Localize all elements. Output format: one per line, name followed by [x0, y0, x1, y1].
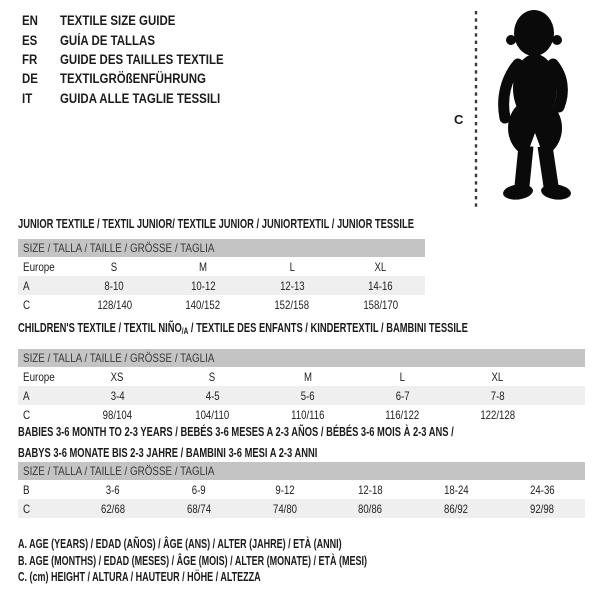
size-cell: 68/74 — [186, 501, 211, 516]
size-cell: 24-36 — [529, 482, 555, 497]
language-name: GUIDA ALLE TAGLIE TESSILI — [60, 90, 221, 106]
size-cell: 92/98 — [530, 501, 555, 516]
size-cell: 152/158 — [274, 297, 310, 312]
row-label: Europe — [23, 369, 55, 384]
size-cell: M — [303, 369, 312, 384]
size-cell: S — [111, 259, 118, 274]
table-row-europe — [18, 367, 585, 386]
language-code: FR — [22, 51, 38, 67]
size-cell: 110/116 — [290, 407, 325, 422]
language-row — [22, 69, 253, 88]
size-cell: 6-7 — [395, 388, 410, 403]
size-cell: 62/68 — [100, 501, 125, 516]
size-cell: 7-8 — [490, 388, 505, 403]
footnote-c: C. (cm) HEIGHT / ALTURA / HAUTEUR / HÖHE / ALTEZZA — [18, 570, 261, 584]
size-cell: 74/80 — [272, 501, 297, 516]
subscript-label: /A — [181, 326, 189, 336]
section-title-junior: JUNIOR TEXTILE / TEXTIL JUNIOR/ TEXTILE JUNIOR / JUNIORTEXTIL / JUNIOR TESSILE — [18, 216, 414, 231]
footnote-a: A. AGE (YEARS) / EDAD (AÑOS) / ÂGE (ANS) / ALTER (JAHRE) / ETÀ (ANNI) — [18, 537, 342, 551]
language-row — [22, 11, 253, 30]
row-label: C — [23, 407, 31, 422]
row-label: B — [23, 482, 30, 497]
section-title-children: CHILDREN'S TEXTILE / TEXTIL $NIÑO_{/A}$ / TEXTILE DES ENFANTS / KINDERTEXTIL / BAMBINI TESSILE — [18, 320, 468, 336]
size-cell: 12-13 — [279, 278, 305, 293]
size-cell: 86/92 — [444, 501, 469, 516]
row-label: A — [23, 388, 30, 403]
size-cell: L — [399, 369, 406, 384]
title-line-1: BABIES 3-6 MONTH TO 2-3 YEARS / BEBÉS 3-6 MESES A 2-3 AÑOS / BÉBÉS 3-6 MOIS À 2-3 ANS / — [18, 424, 454, 439]
section-title-babies — [18, 422, 600, 463]
language-name: TEXTILGRÖßENFÜHRUNG — [60, 71, 206, 87]
size-cell: 80/86 — [358, 501, 383, 516]
language-header-block — [22, 11, 253, 108]
size-cell: 104/110 — [195, 407, 230, 422]
size-cell: XS — [111, 369, 124, 384]
table-row-age-months — [18, 480, 585, 499]
size-cell: 3-4 — [110, 388, 125, 403]
size-cell: 116/122 — [385, 407, 420, 422]
footnote-legend — [18, 536, 503, 586]
language-name: GUÍA DE TALLAS — [60, 32, 155, 48]
size-cell: 4-5 — [205, 388, 220, 403]
language-row — [22, 89, 253, 108]
row-label: Europe — [23, 259, 55, 274]
language-code: EN — [22, 13, 38, 29]
table-header-band: SIZE / TALLA / TAILLE / GRÖSSE / TAGLIA — [18, 349, 585, 367]
table-row-age — [18, 276, 425, 295]
table-row-age — [18, 386, 585, 405]
table-row-europe — [18, 257, 425, 276]
size-cell: 12-18 — [358, 482, 383, 497]
footnote-b: B. AGE (MONTHS) / EDAD (MESES) / ÂGE (MOIS) / ALTER (MONATE) / ETÀ (MESI) — [18, 553, 367, 568]
size-cell: 128/140 — [97, 297, 132, 312]
size-cell: 8-10 — [104, 278, 124, 293]
baby-silhouette-icon — [502, 10, 572, 201]
table-row-height — [18, 295, 425, 314]
size-cell: 98/104 — [102, 407, 133, 422]
title-line-2: BABYS 3-6 MONATE BIS 2-3 JAHRE / BAMBINI 3-6 MESI A 2-3 ANNI — [18, 444, 318, 460]
row-label: C — [23, 297, 31, 312]
size-cell: 140/152 — [185, 297, 221, 312]
size-cell: 6-9 — [191, 482, 206, 497]
figure-graphic — [450, 4, 590, 212]
size-cell: 18-24 — [443, 482, 469, 497]
height-label: C — [454, 112, 464, 127]
size-cell: XL — [491, 369, 504, 384]
size-cell: M — [199, 259, 208, 274]
size-cell: XL — [374, 259, 387, 274]
table-row-height — [18, 499, 585, 518]
language-code: ES — [22, 32, 38, 48]
size-table-junior — [18, 239, 425, 314]
row-label: C — [23, 501, 31, 516]
size-cell: 158/170 — [363, 297, 398, 312]
language-name: TEXTILE SIZE GUIDE — [60, 13, 176, 29]
size-cell: 14-16 — [368, 278, 393, 293]
size-table-children — [18, 349, 585, 424]
size-cell: 3-6 — [105, 482, 120, 497]
size-table-babies — [18, 462, 585, 518]
size-cell: 5-6 — [300, 388, 315, 403]
size-cell: 9-12 — [274, 482, 295, 497]
language-name: GUIDE DES TAILLES TEXTILE — [60, 51, 224, 67]
table-header-band: SIZE / TALLA / TAILLE / GRÖSSE / TAGLIA — [18, 462, 585, 480]
size-cell: 122/128 — [480, 407, 515, 422]
table-header-band: SIZE / TALLA / TAILLE / GRÖSSE / TAGLIA — [18, 239, 425, 257]
language-row — [22, 50, 253, 69]
row-label: A — [23, 278, 30, 293]
size-cell: L — [289, 259, 295, 274]
language-code: DE — [22, 71, 38, 87]
language-row — [22, 30, 253, 49]
size-cell: 10-12 — [190, 278, 216, 293]
language-code: IT — [22, 90, 33, 106]
size-cell: S — [209, 369, 216, 384]
